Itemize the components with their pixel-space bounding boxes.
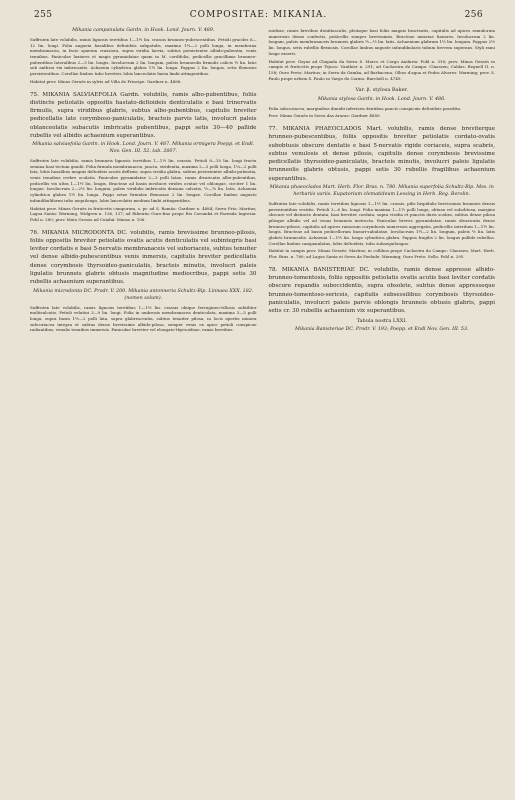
right-var-paragraph: Var. β. stylosa Baker. [355,87,408,94]
page-number-right: 256 [464,10,483,20]
text-columns [14,28,501,336]
page-number-left: 255 [34,10,53,20]
left-small-paragraph: Suffrutex late volubilis, ramis lignosis teretibus 1—1½ lin. crassis brunneo-pubescentibus. Petioli graciles 6—12 lin. longi. Folia angusta basalibus deltoideis subpatulis, maxima 1¼—2 polli longa, in membrana membranacea, in facie sparsim crassiora, supra viridia laevia, subtus persistenter albido-pubentia, venis tenuibus. Paniculae laxiores et magis pyramidatae quam in M. cordifolia, pedicellis gracillimis brunneo-pubentibus lateralibus 2—3 lin. longis. Involucrum 2 lin. longum, paleis brunneolis firmulis calicis ½ lin. latis sub anthesi vix imbricantis. Achaenia cylindrica glabra 1½ lin. longa. Pappus 2 lin. longus, setis flexuosis persistentibus. Corollae limbus tubo breviter, lobis lanceolatis basin limbi attingentibus. [30,36,257,77]
left-hab-paragraph: Habitat prov. Minas Geraës in sylvis ad Villa do Principe: Gardner n. 4888. [30,78,182,84]
right-small-paragraph: Suffrutex late volubilis, ramis teretibus lignosis 1—1½ lin. crassis, pilis hispidulis brevissimis brunneis densis persistentibus vestitis. Petioli 3—6 lin. longi. Folia maxima 1—1½ polli longa, obtusa vel subobtusa, margine obscure vel distincte dentata, basi breviter cordata, supra viridia et punctis duris scabra, subtus dense pilosa pilisque albidis vel ad venas brunneis instructa. Paniculae breves pyramidatae, ramis divaricatis dense brunneo-pilosis, capitulis ad apices ramorum corymbosis numerosis aggregatis, pedicellis interdum 1—1½ lin. longis. Bracteae ad basin pedicellorum lineari-subulatae. Involucrum 1½—2 lin. longum, paleis ½ lin. latis glabris brunneolis. Achaenia 1—1½ lin. longa cylindrica glabra. Pappus fragilis 2 lin. longus pallide rubellus. Corollae limbus campanulatus, lobis deltoideis, tubo subaequilongus. [268,200,495,246]
right-ref-paragraph: Mikania Banisteriae DC. Prodr. V. 193; Poepp. et Endl Nov. Gen. III. 53. [294,326,469,332]
left-small-paragraph: Suffrutex late volubilis, ramis brunneis lignosis teretibus 1—1½ lin. crassis. Petioli 8—10 lin. longi fructu semina basi tectum gaudii. Folia firmula membranacea, juncta, stridentia, maxima 2—3 polli longa, 1¼—2 polli lata, lobis basalibus magnis deltoideis acutis deflexis, supra viridia glabra, subtus persistenter albido-pubentia, venis tenuibus crebre oculatis. Paniculae pyramidatae 2—3 polli latae, ramis divaricatis albo-pubentibus, pedicellis vix ultra 1—1½ lin. longis. Bracteae ad basin involucri virides ovatae vel oblongae, circiter 1 lin. longae. Involucrum 2—2½ lin. longum, paleis viridulis imbricatis densum calvatis, ½—¾ lin. latis. Achaenia cylindrica glabra 1½ lin. longa. Pappi setae firmulae flexuosae 2 lin. longae. Corollae limbus angusto infundibuliformi tubo aequilongo, lobis lanceolatis medium limbi attingentibus. [30,158,257,203]
left-lead-paragraph: 75. MIKANIA SALVIAEFOLIA Gardn. volubilis, ramis albo-pubentibus, foliis distincte petiolatis oppositis hastato-deltoideis denticulatis e basi trinervatis firmulis, supra viridibus glabris, subtus albo-pubentibus, capitulis breviter pedicellatis late corymboso-paniculatis, bracteis parvis latis, involucri paleis oblanceolatis subacutis imbricatis pubentibus, pappi setis 30—40 pallide rubellis vel albidis achaenium superantibus. [30,91,257,139]
left-ref-paragraph: Mikania campanulata Gardn. in Hook. Lond. Journ. V. 489. [72,28,215,33]
right-lead-paragraph: 77. MIKANIA PHAEOCLADOS Mart. volubilis, ramis dense breviterque brunneo-pubescentibus, foliis oppositis breviter petiolatis cordato-ovatis subobtusis obscure dentatis e basi 5-nervatis rigide coriaceis, supra scabris, subtus venulosis et dense pilosis, capitulis dense corymbosis brevissime pedicellatis thyrsoideo-paniculatis, bracteis minutis, involucri paleis ligulatis brunneolis glabris obtusis, pappi setis 30 rubellis fragilibus achaenium superantibus. [268,126,495,182]
running-title: COMPOSITAE: MIKANIA. [189,10,328,20]
right-column [269,28,496,336]
left-small-paragraph: Suffrutex late volubilis, ramis lignosis teretibus 1—1½ lin. crassis obique ferrugineo-villosis subtiliter multisulcatis. Petioli velutini 3—9 lin. longi. Folia in umbrosis membranacea denticulata, maxima 3—5 polli longa, supra basin 1½—2 polli lata, supra glabrescentia, subtus tenuiter pilosa, in locis apertis minora subcoriacea integra et subtus dense brevissime albido-pilosa, semper venis ex apice petioli conspicue radiantibus, venulis tenuibus immersis. Paniculae breviter vel elongato-thyrsoideae, ramis brevibus. [30,304,257,333]
right-ref-paragraph: Mikania stylosa Gardn. in Hook. Lond. Journ. V. 486. [317,96,446,102]
left-column [30,28,257,336]
right-lead-paragraph: 78. MIKANIA BANISTERIAE DC. volubilis, ramis dense appresse albido-brunneo-tomentosis, foliis oppositis petiolatis ovatis acutis basi leviter cordatis obscure repandis suboccidentis, supra obsolete, subtus dense appresseque brunneo-tomentoso-sericeis, capitulis subsessilibus corymbosis thyrsoideo-paniculatis, involucri paleis parvis oblongis brunneis obtusis glabris, pappi setis cr. 30 rubellis achaenium vix superantibus. [268,266,495,315]
left-hab-paragraph: Habitat prov. Minas Geraës in fruticetis camporum, s. pr. ad S. Romão: Gardner n. 4884; Serra Frio: Martius; Lagoa Santa: Warming, Widgren n. 136, 137; ad Ribeirão Ouro-fino prope Rio Corumbá et Fazenda Ingrezia: Pohl n. 280; prov. Mato Grosso ad Cuiabá: Manso n. 106. [30,205,257,223]
left-lead-paragraph: 76. MIKANIA MICRODONTA DC. volubilis, ramis brevissime brunneo-pilosis, foliis oppositis breviter petiolatis ovatis acutis denticulatis vel subintegris basi leviter cordatis e basi 5-nervatis membranaceis vel suboriaceis, subtus tenuiter vel dense albido-pubescentibus venis inmersis, capitulis breviter pedicellatis dense corymbosis thyrsoideo-paniculatis, bracteis minutis, involucri paleis ligulatis brunneis glabris obtusis magnitudine mediocribus, pappi setis 30 rubellis achaenium superantibus. [30,229,257,286]
right-var-paragraph: Tabula nostra LXXI. [356,317,407,324]
right-hab-paragraph: Habitat prov. Goyaz ad Chapada da Serra S. Marco et Corgo Anduriu: Pohl n. 316; prov. Minas Geraës in campis et fruticetis prope Tejuco: Vauthier n. 291; ad Cachoeira do Campo: Claussen; Caldas: Regnell II. n. 158; Ouro Preto: Martius; in Serra da Gamba, ad Barbacena, Olhos d'agua et Pedra Alvares: Warming; prov. S. Paulo prope urbem S. Paulo in Vargo do Carmo: Burchell n. 4749. [268,58,495,81]
right-hab-paragraph: Prov. Minas Geraës in Serra das Araras: Gardner 4889. [268,113,381,119]
left-ref-paragraph: Mikania salviaefolia Gardn. in Hook. Lond. Journ. V. 487. Mikania ormigera Poepp. et Endl. Nov. Gen. III. 52. tab. 2607. [32,142,255,155]
right-ref-paragraph: Mikania phaeoclados Mart. Herb. Flor. Bras. n. 780. Mikania superfolia Schultz-Bip. Mss. in herbariis variis. Eupatorium clematideum Lessing in Herb. Reg. Berolin. [269,185,494,197]
right-small-paragraph: Folia subcoriacea, marginibus dimidii inferioris dentibus paucis conspicuis deltoideis praedita. [268,105,462,111]
right-hab-paragraph: Habitat in campis prov. Minas Geraës: Martius; in collibus prope Cachoeira do Campo: Claussen, Mart. Herb. Flor. Bras. n. 780; ad Lagoa Santa et Serra da Piedade: Warming; Ouro Preto: Sello, Pohl n. 295. [268,248,495,260]
right-small-paragraph: soideae, ramis brevibus dissitiusculis, pleiisque basi foliis magnis bracteatis, capitulis ad apices ramulorum numerosis dense confertis, pedicellis semper brevissimis. Bracteae minutae lineares. Involucrum 2 lin. longum, paleis membranaceis brunneis glabris ½—½ lin. latis. Achaenium glabrum 1½ lin. longum. Pappus 2½ lin. longus, setis rubellis flexuosis. Corollae limbus anguste infundibularis tubum brevem superans. Styli rami longe exserti. [268,28,495,56]
page-header [14,10,501,20]
left-ref-paragraph: Mikania microdonta DC. Prodr. V. 200. Mikania antonneria Schultz-Bip. Linnaea XXX. 182. (nomen solum). [33,288,254,301]
